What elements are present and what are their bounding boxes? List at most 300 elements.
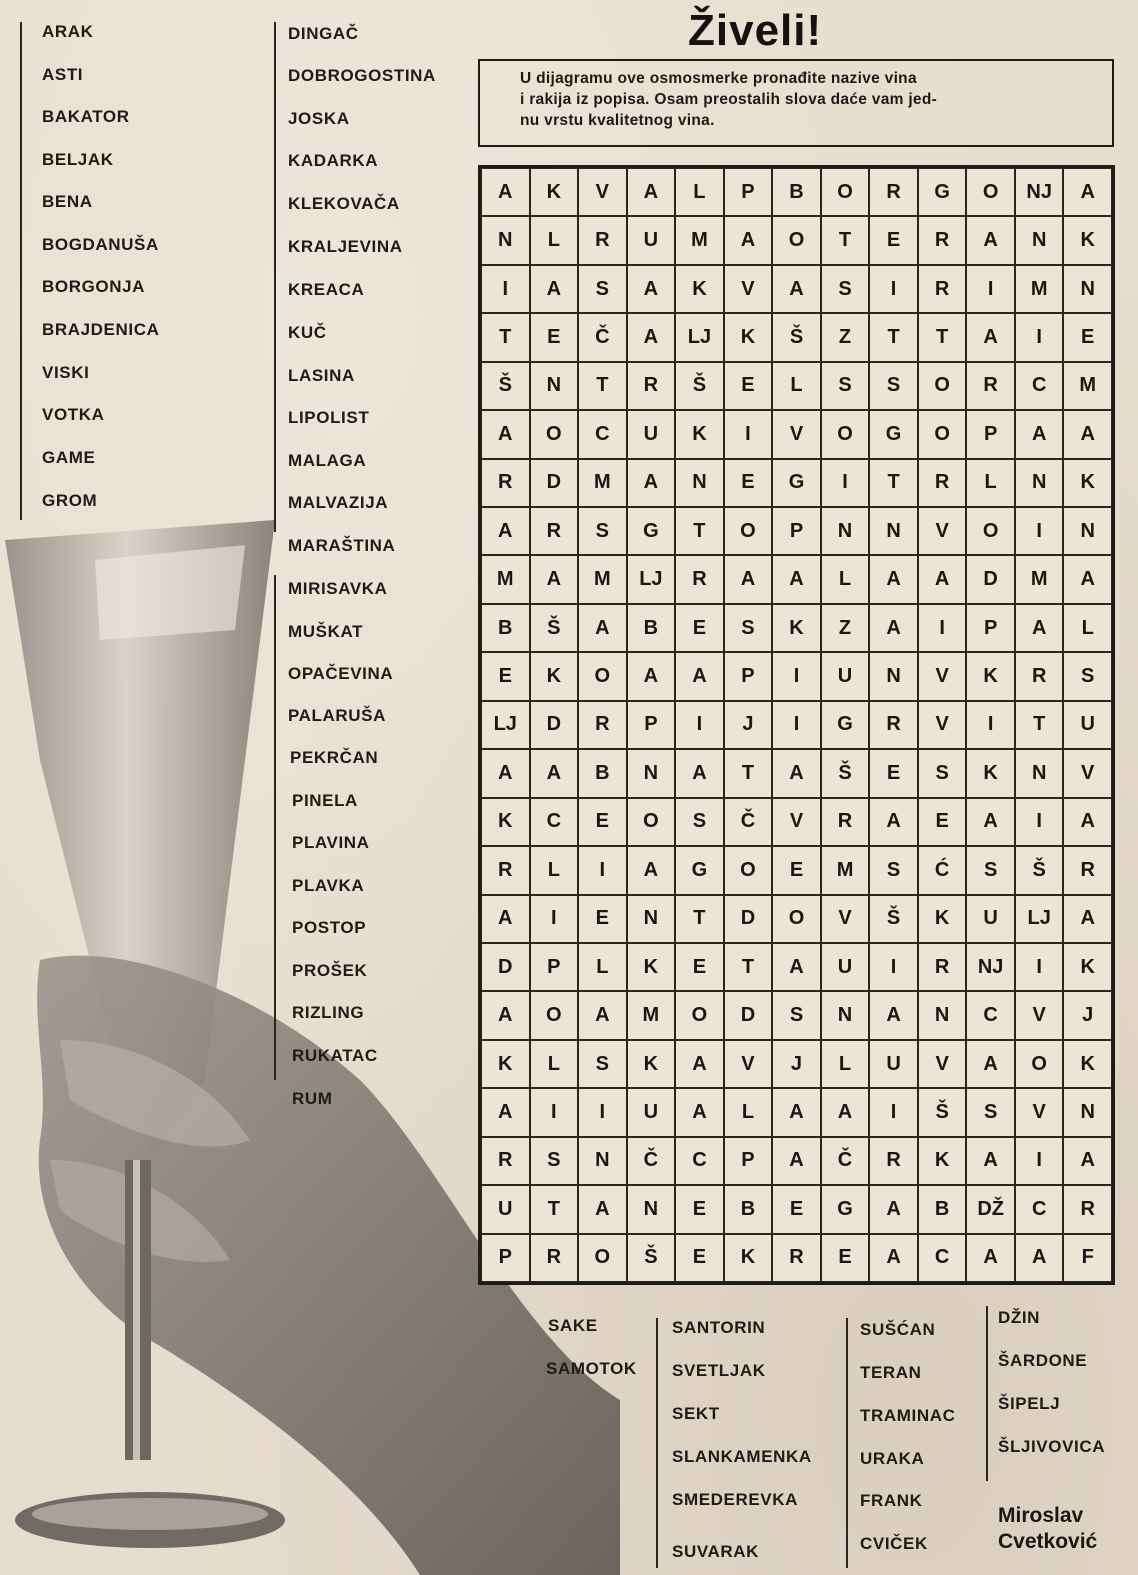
grid-cell[interactable]: O (966, 168, 1015, 216)
grid-cell[interactable]: A (481, 507, 530, 555)
grid-cell[interactable]: A (530, 749, 579, 797)
grid-cell[interactable]: N (869, 507, 918, 555)
grid-cell[interactable]: S (675, 798, 724, 846)
grid-cell[interactable]: J (724, 701, 773, 749)
grid-cell[interactable]: U (627, 216, 676, 264)
grid-cell[interactable]: E (724, 459, 773, 507)
grid-cell[interactable]: A (578, 604, 627, 652)
grid-cell[interactable]: O (675, 991, 724, 1039)
grid-cell[interactable]: A (772, 1088, 821, 1136)
grid-cell[interactable]: U (821, 652, 870, 700)
grid-cell[interactable]: U (627, 410, 676, 458)
grid-cell[interactable]: C (675, 1137, 724, 1185)
grid-cell[interactable]: O (918, 362, 967, 410)
grid-cell[interactable]: A (869, 604, 918, 652)
grid-cell[interactable]: T (1015, 701, 1064, 749)
grid-cell[interactable]: E (869, 216, 918, 264)
grid-cell[interactable]: O (724, 507, 773, 555)
grid-cell[interactable]: N (918, 991, 967, 1039)
grid-cell[interactable]: Š (1015, 846, 1064, 894)
grid-cell[interactable]: B (627, 604, 676, 652)
grid-cell[interactable]: Z (821, 604, 870, 652)
grid-cell[interactable]: N (627, 895, 676, 943)
grid-cell[interactable]: R (627, 362, 676, 410)
grid-cell[interactable]: I (578, 846, 627, 894)
grid-cell[interactable]: I (675, 701, 724, 749)
grid-cell[interactable]: L (1063, 604, 1112, 652)
grid-cell[interactable]: N (1063, 507, 1112, 555)
grid-cell[interactable]: I (772, 701, 821, 749)
grid-cell[interactable]: R (578, 216, 627, 264)
grid-cell[interactable]: V (918, 507, 967, 555)
grid-cell[interactable]: P (627, 701, 676, 749)
grid-cell[interactable]: N (1063, 1088, 1112, 1136)
grid-cell[interactable]: E (675, 1234, 724, 1282)
grid-cell[interactable]: I (1015, 1137, 1064, 1185)
grid-cell[interactable]: O (627, 798, 676, 846)
grid-cell[interactable]: Č (578, 313, 627, 361)
grid-cell[interactable]: A (481, 410, 530, 458)
grid-cell[interactable]: Š (869, 895, 918, 943)
grid-cell[interactable]: A (627, 265, 676, 313)
grid-cell[interactable]: R (869, 168, 918, 216)
grid-cell[interactable]: E (772, 846, 821, 894)
grid-cell[interactable]: A (675, 1088, 724, 1136)
grid-cell[interactable]: N (578, 1137, 627, 1185)
grid-cell[interactable]: U (966, 895, 1015, 943)
grid-cell[interactable]: N (481, 216, 530, 264)
grid-cell[interactable]: T (869, 459, 918, 507)
grid-cell[interactable]: D (481, 943, 530, 991)
grid-cell[interactable]: O (918, 410, 967, 458)
grid-cell[interactable]: G (821, 701, 870, 749)
grid-cell[interactable]: E (578, 798, 627, 846)
grid-cell[interactable]: K (1063, 459, 1112, 507)
grid-cell[interactable]: Š (821, 749, 870, 797)
grid-cell[interactable]: V (724, 265, 773, 313)
grid-cell[interactable]: I (869, 265, 918, 313)
grid-cell[interactable]: S (1063, 652, 1112, 700)
grid-cell[interactable]: S (918, 749, 967, 797)
grid-cell[interactable]: E (918, 798, 967, 846)
grid-cell[interactable]: Č (724, 798, 773, 846)
grid-cell[interactable]: K (675, 265, 724, 313)
grid-cell[interactable]: S (821, 362, 870, 410)
grid-cell[interactable]: S (821, 265, 870, 313)
grid-cell[interactable]: A (966, 1234, 1015, 1282)
grid-cell[interactable]: N (530, 362, 579, 410)
grid-cell[interactable]: T (918, 313, 967, 361)
grid-cell[interactable]: S (966, 846, 1015, 894)
grid-cell[interactable]: N (627, 1185, 676, 1233)
grid-cell[interactable]: J (772, 1040, 821, 1088)
grid-cell[interactable]: E (1063, 313, 1112, 361)
grid-cell[interactable]: A (724, 555, 773, 603)
grid-cell[interactable]: P (724, 1137, 773, 1185)
grid-cell[interactable]: I (821, 459, 870, 507)
grid-cell[interactable]: A (869, 991, 918, 1039)
grid-cell[interactable]: I (578, 1088, 627, 1136)
grid-cell[interactable]: L (578, 943, 627, 991)
grid-cell[interactable]: E (675, 604, 724, 652)
grid-cell[interactable]: C (530, 798, 579, 846)
grid-cell[interactable]: N (675, 459, 724, 507)
grid-cell[interactable]: G (627, 507, 676, 555)
grid-cell[interactable]: A (530, 265, 579, 313)
grid-cell[interactable]: L (530, 216, 579, 264)
grid-cell[interactable]: A (772, 555, 821, 603)
grid-cell[interactable]: B (918, 1185, 967, 1233)
grid-cell[interactable]: A (481, 895, 530, 943)
grid-cell[interactable]: J (1063, 991, 1112, 1039)
grid-cell[interactable]: R (918, 216, 967, 264)
grid-cell[interactable]: M (1063, 362, 1112, 410)
grid-cell[interactable]: A (821, 1088, 870, 1136)
grid-cell[interactable]: V (772, 410, 821, 458)
grid-cell[interactable]: R (530, 1234, 579, 1282)
grid-cell[interactable]: I (530, 1088, 579, 1136)
grid-cell[interactable]: O (530, 991, 579, 1039)
grid-cell[interactable]: S (772, 991, 821, 1039)
grid-cell[interactable]: R (869, 1137, 918, 1185)
grid-cell[interactable]: T (821, 216, 870, 264)
grid-cell[interactable]: S (578, 1040, 627, 1088)
grid-cell[interactable]: C (918, 1234, 967, 1282)
grid-cell[interactable]: N (1015, 749, 1064, 797)
grid-cell[interactable]: K (918, 1137, 967, 1185)
grid-cell[interactable]: Z (821, 313, 870, 361)
grid-cell[interactable]: V (1015, 1088, 1064, 1136)
grid-cell[interactable]: R (578, 701, 627, 749)
grid-cell[interactable]: S (578, 507, 627, 555)
grid-cell[interactable]: R (772, 1234, 821, 1282)
grid-cell[interactable]: I (1015, 507, 1064, 555)
grid-cell[interactable]: C (1015, 362, 1064, 410)
grid-cell[interactable]: T (724, 943, 773, 991)
grid-cell[interactable]: P (966, 410, 1015, 458)
grid-cell[interactable]: A (675, 652, 724, 700)
grid-cell[interactable]: A (772, 265, 821, 313)
grid-cell[interactable]: R (918, 459, 967, 507)
grid-cell[interactable]: B (724, 1185, 773, 1233)
grid-cell[interactable]: L (821, 1040, 870, 1088)
grid-cell[interactable]: T (675, 895, 724, 943)
grid-cell[interactable]: I (481, 265, 530, 313)
grid-cell[interactable]: O (724, 846, 773, 894)
grid-cell[interactable]: A (966, 798, 1015, 846)
grid-cell[interactable]: O (1015, 1040, 1064, 1088)
grid-cell[interactable]: A (578, 991, 627, 1039)
grid-cell[interactable]: N (869, 652, 918, 700)
grid-cell[interactable]: N (1015, 216, 1064, 264)
grid-cell[interactable]: L (821, 555, 870, 603)
grid-cell[interactable]: K (772, 604, 821, 652)
grid-cell[interactable]: I (918, 604, 967, 652)
grid-cell[interactable]: P (772, 507, 821, 555)
grid-cell[interactable]: M (821, 846, 870, 894)
grid-cell[interactable]: K (675, 410, 724, 458)
grid-cell[interactable]: K (1063, 943, 1112, 991)
grid-cell[interactable]: V (1063, 749, 1112, 797)
grid-cell[interactable]: LJ (1015, 895, 1064, 943)
grid-cell[interactable]: S (530, 1137, 579, 1185)
grid-cell[interactable]: P (481, 1234, 530, 1282)
grid-cell[interactable]: B (578, 749, 627, 797)
grid-cell[interactable]: G (869, 410, 918, 458)
grid-cell[interactable]: M (578, 459, 627, 507)
grid-cell[interactable]: U (1063, 701, 1112, 749)
grid-cell[interactable]: O (578, 1234, 627, 1282)
grid-cell[interactable]: A (481, 1088, 530, 1136)
grid-cell[interactable]: U (869, 1040, 918, 1088)
grid-cell[interactable]: K (627, 1040, 676, 1088)
grid-cell[interactable]: L (675, 168, 724, 216)
grid-cell[interactable]: R (530, 507, 579, 555)
grid-cell[interactable]: DŽ (966, 1185, 1015, 1233)
grid-cell[interactable]: O (578, 652, 627, 700)
grid-cell[interactable]: A (627, 846, 676, 894)
grid-cell[interactable]: P (724, 168, 773, 216)
grid-cell[interactable]: A (627, 459, 676, 507)
grid-cell[interactable]: I (1015, 798, 1064, 846)
grid-cell[interactable]: Š (627, 1234, 676, 1282)
grid-cell[interactable]: K (724, 1234, 773, 1282)
grid-cell[interactable]: C (1015, 1185, 1064, 1233)
grid-cell[interactable]: M (481, 555, 530, 603)
grid-cell[interactable]: Š (772, 313, 821, 361)
grid-cell[interactable]: K (918, 895, 967, 943)
grid-cell[interactable]: Č (627, 1137, 676, 1185)
grid-cell[interactable]: D (724, 991, 773, 1039)
grid-cell[interactable]: R (481, 846, 530, 894)
grid-cell[interactable]: D (966, 555, 1015, 603)
grid-cell[interactable]: G (821, 1185, 870, 1233)
grid-cell[interactable]: U (821, 943, 870, 991)
grid-cell[interactable]: M (675, 216, 724, 264)
grid-cell[interactable]: L (530, 1040, 579, 1088)
grid-cell[interactable]: A (1063, 798, 1112, 846)
grid-cell[interactable]: LJ (675, 313, 724, 361)
grid-cell[interactable]: F (1063, 1234, 1112, 1282)
grid-cell[interactable]: E (675, 1185, 724, 1233)
grid-cell[interactable]: T (724, 749, 773, 797)
grid-cell[interactable]: E (675, 943, 724, 991)
grid-cell[interactable]: N (1063, 265, 1112, 313)
grid-cell[interactable]: M (578, 555, 627, 603)
grid-cell[interactable]: S (578, 265, 627, 313)
grid-cell[interactable]: A (869, 798, 918, 846)
grid-cell[interactable]: K (966, 749, 1015, 797)
grid-cell[interactable]: A (918, 555, 967, 603)
grid-cell[interactable]: A (869, 1234, 918, 1282)
grid-cell[interactable]: U (627, 1088, 676, 1136)
grid-cell[interactable]: K (530, 652, 579, 700)
grid-cell[interactable]: Š (530, 604, 579, 652)
grid-cell[interactable]: K (530, 168, 579, 216)
grid-cell[interactable]: I (724, 410, 773, 458)
grid-cell[interactable]: T (869, 313, 918, 361)
grid-cell[interactable]: A (1063, 168, 1112, 216)
grid-cell[interactable]: E (821, 1234, 870, 1282)
grid-cell[interactable]: R (675, 555, 724, 603)
grid-cell[interactable]: A (627, 168, 676, 216)
grid-cell[interactable]: A (481, 168, 530, 216)
grid-cell[interactable]: LJ (481, 701, 530, 749)
grid-cell[interactable]: O (821, 410, 870, 458)
grid-cell[interactable]: A (724, 216, 773, 264)
grid-cell[interactable]: Š (481, 362, 530, 410)
grid-cell[interactable]: V (772, 798, 821, 846)
grid-cell[interactable]: A (869, 1185, 918, 1233)
grid-cell[interactable]: R (821, 798, 870, 846)
grid-cell[interactable]: A (1015, 410, 1064, 458)
grid-cell[interactable]: V (918, 701, 967, 749)
grid-cell[interactable]: R (918, 265, 967, 313)
grid-cell[interactable]: A (627, 313, 676, 361)
grid-cell[interactable]: NJ (966, 943, 1015, 991)
grid-cell[interactable]: L (724, 1088, 773, 1136)
grid-cell[interactable]: A (530, 555, 579, 603)
grid-cell[interactable]: D (724, 895, 773, 943)
grid-cell[interactable]: M (1015, 265, 1064, 313)
grid-cell[interactable]: E (869, 749, 918, 797)
grid-cell[interactable]: C (578, 410, 627, 458)
grid-cell[interactable]: A (481, 991, 530, 1039)
grid-cell[interactable]: T (530, 1185, 579, 1233)
grid-cell[interactable]: V (1015, 991, 1064, 1039)
grid-cell[interactable]: Š (675, 362, 724, 410)
grid-cell[interactable]: S (869, 846, 918, 894)
grid-cell[interactable]: S (966, 1088, 1015, 1136)
grid-cell[interactable]: A (966, 313, 1015, 361)
grid-cell[interactable]: A (869, 555, 918, 603)
grid-cell[interactable]: A (772, 749, 821, 797)
grid-cell[interactable]: K (481, 1040, 530, 1088)
grid-cell[interactable]: I (1015, 943, 1064, 991)
word-item: DINGAČ (288, 24, 359, 43)
grid-cell[interactable]: A (1015, 604, 1064, 652)
grid-cell[interactable]: I (966, 265, 1015, 313)
grid-cell[interactable]: B (481, 604, 530, 652)
grid-cell[interactable]: K (481, 798, 530, 846)
grid-cell[interactable]: Č (821, 1137, 870, 1185)
grid-cell[interactable]: A (1015, 1234, 1064, 1282)
grid-cell[interactable]: P (724, 652, 773, 700)
grid-cell[interactable]: Š (918, 1088, 967, 1136)
grid-cell[interactable]: I (530, 895, 579, 943)
grid-cell[interactable]: R (1015, 652, 1064, 700)
grid-cell[interactable]: I (869, 1088, 918, 1136)
grid-cell[interactable]: A (772, 943, 821, 991)
grid-cell[interactable]: NJ (1015, 168, 1064, 216)
grid-cell[interactable]: R (966, 362, 1015, 410)
grid-cell[interactable]: I (966, 701, 1015, 749)
grid-cell[interactable]: E (530, 313, 579, 361)
grid-cell[interactable]: P (966, 604, 1015, 652)
grid-cell[interactable]: A (627, 652, 676, 700)
grid-cell[interactable]: O (772, 216, 821, 264)
grid-cell[interactable]: P (530, 943, 579, 991)
grid-cell[interactable]: V (578, 168, 627, 216)
grid-cell[interactable]: T (675, 507, 724, 555)
grid-cell[interactable]: M (1015, 555, 1064, 603)
grid-cell[interactable]: LJ (627, 555, 676, 603)
grid-cell[interactable]: C (966, 991, 1015, 1039)
grid-cell[interactable]: A (578, 1185, 627, 1233)
grid-cell[interactable]: E (578, 895, 627, 943)
grid-cell[interactable]: V (918, 1040, 967, 1088)
grid-cell[interactable]: D (530, 701, 579, 749)
grid-cell[interactable]: R (869, 701, 918, 749)
grid-cell[interactable]: L (966, 459, 1015, 507)
grid-cell[interactable]: O (530, 410, 579, 458)
grid-cell[interactable]: A (772, 1137, 821, 1185)
grid-cell[interactable]: E (772, 1185, 821, 1233)
grid-cell[interactable]: K (627, 943, 676, 991)
grid-cell[interactable]: I (772, 652, 821, 700)
grid-cell[interactable]: N (1015, 459, 1064, 507)
grid-cell[interactable]: K (1063, 1040, 1112, 1088)
grid-cell[interactable]: L (772, 362, 821, 410)
grid-cell[interactable]: I (869, 943, 918, 991)
grid-cell[interactable]: O (821, 168, 870, 216)
grid-cell[interactable]: S (724, 604, 773, 652)
grid-cell[interactable]: B (772, 168, 821, 216)
grid-cell[interactable]: G (772, 459, 821, 507)
grid-cell[interactable]: K (724, 313, 773, 361)
grid-cell[interactable]: I (1015, 313, 1064, 361)
grid-cell[interactable]: A (1063, 555, 1112, 603)
grid-cell[interactable]: A (481, 749, 530, 797)
grid-cell[interactable]: A (675, 1040, 724, 1088)
grid-cell[interactable]: D (530, 459, 579, 507)
grid-cell[interactable]: G (675, 846, 724, 894)
grid-cell[interactable]: R (481, 459, 530, 507)
grid-cell[interactable]: A (1063, 410, 1112, 458)
grid-cell[interactable]: V (724, 1040, 773, 1088)
grid-cell[interactable]: U (481, 1185, 530, 1233)
grid-cell[interactable]: A (966, 216, 1015, 264)
grid-cell[interactable]: A (675, 749, 724, 797)
grid-cell[interactable]: S (869, 362, 918, 410)
grid-cell[interactable]: E (481, 652, 530, 700)
grid-cell[interactable]: V (918, 652, 967, 700)
grid-cell[interactable]: T (578, 362, 627, 410)
grid-cell[interactable]: K (1063, 216, 1112, 264)
grid-cell[interactable]: T (481, 313, 530, 361)
grid-cell[interactable]: V (821, 895, 870, 943)
grid-cell[interactable]: R (481, 1137, 530, 1185)
grid-cell[interactable]: E (724, 362, 773, 410)
grid-cell[interactable]: A (1063, 895, 1112, 943)
grid-cell[interactable]: R (918, 943, 967, 991)
grid-cell[interactable]: L (530, 846, 579, 894)
grid-cell[interactable]: A (1063, 1137, 1112, 1185)
grid-cell[interactable]: N (821, 991, 870, 1039)
grid-cell[interactable]: A (966, 1040, 1015, 1088)
grid-cell[interactable]: Ć (918, 846, 967, 894)
grid-cell[interactable]: G (918, 168, 967, 216)
grid-cell[interactable]: O (772, 895, 821, 943)
grid-cell[interactable]: O (966, 507, 1015, 555)
grid-cell[interactable]: A (966, 1137, 1015, 1185)
grid-cell[interactable]: K (966, 652, 1015, 700)
grid-cell[interactable]: M (627, 991, 676, 1039)
grid-cell[interactable]: N (821, 507, 870, 555)
grid-cell[interactable]: N (627, 749, 676, 797)
grid-cell[interactable]: R (1063, 846, 1112, 894)
grid-cell[interactable]: R (1063, 1185, 1112, 1233)
